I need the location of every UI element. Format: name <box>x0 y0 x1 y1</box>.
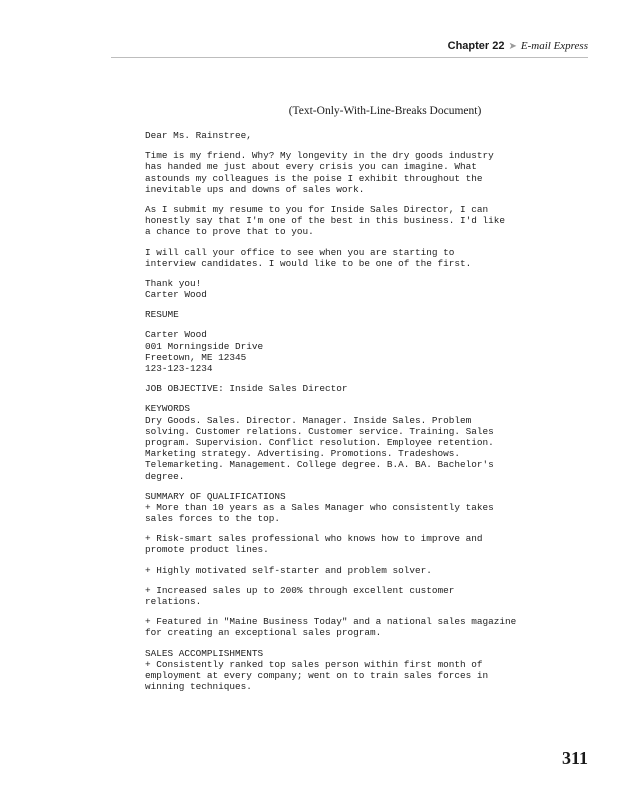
text-line: sales forces to the top. <box>145 513 281 525</box>
text-line: KEYWORDS <box>145 403 191 415</box>
text-line: 123-123-1234 <box>145 363 213 374</box>
paragraph <box>145 247 585 269</box>
page-number: 311 <box>561 748 588 768</box>
text-line: + Risk-smart sales professional who knows how to improve and <box>145 533 483 545</box>
paragraph <box>145 648 585 693</box>
text-line: Carter Wood <box>145 329 207 341</box>
paragraph <box>145 616 585 638</box>
text-line: Thank you! <box>145 277 202 289</box>
text-line: degree. <box>145 470 185 482</box>
text-line: winning techniques. <box>145 681 252 693</box>
text-line: RESUME <box>145 309 179 321</box>
paragraph <box>145 491 585 525</box>
text-line: Dear Ms. Rainstree, <box>145 130 252 141</box>
text-line: program. Supervision. Conflict resolution. Employee retention. <box>145 436 494 448</box>
text-line: + More than 10 years as a Sales Manager who consistently takes <box>145 501 494 513</box>
text-line: solving. Customer relations. Customer service. Training. Sales <box>145 425 494 437</box>
text-line: SALES ACCOMPLISHMENTS <box>145 647 264 659</box>
chapter-number: Chapter 22 <box>447 40 505 52</box>
text-line: + Increased sales up to 200% through excellent customer <box>145 584 455 596</box>
paragraph <box>145 533 585 555</box>
text-line: Carter Wood <box>145 289 207 301</box>
header-rule <box>111 57 588 58</box>
text-line: Marketing strategy. Advertising. Promotions. Tradeshows. <box>145 448 461 460</box>
text-line: + Highly motivated self-starter and problem solver. <box>145 564 432 576</box>
paragraph <box>145 585 585 607</box>
text-line: SUMMARY OF QUALIFICATIONS <box>145 490 286 502</box>
text-line: + Featured in "Maine Business Today" and a national sales magazine <box>145 616 517 628</box>
paragraph <box>145 150 585 195</box>
text-line: employment at every company; went on to train sales forces in <box>145 669 489 681</box>
email-document-text <box>145 130 585 701</box>
paragraph <box>145 403 585 481</box>
text-line: inevitable ups and downs of sales work. <box>145 183 365 195</box>
text-line: honestly say that I'm one of the best in this business. I'd like <box>145 215 506 227</box>
text-line: 001 Morningside Drive <box>145 340 264 352</box>
running-head <box>448 40 588 52</box>
text-line: interview candidates. I would like to be one of the first. <box>145 257 472 269</box>
chapter-title: E-mail Express <box>520 40 588 52</box>
text-line: a chance to prove that to you. <box>145 226 314 238</box>
arrow-right-icon: ➤ <box>508 41 517 52</box>
text-line: has handed me just about every crisis you can imagine. What <box>145 161 477 173</box>
text-line: I will call your office to see when you are starting to <box>145 246 455 258</box>
paragraph <box>145 278 585 300</box>
paragraph <box>145 329 585 374</box>
text-line: astounds my colleagues is the poise I exhibit throughout the <box>145 172 483 184</box>
text-line: for creating an exceptional sales program. <box>145 627 382 639</box>
paragraph <box>145 130 585 141</box>
text-line: Freetown, ME 12345 <box>145 351 247 363</box>
paragraph <box>145 383 585 394</box>
text-line: + Consistently ranked top sales person within first month of <box>145 658 483 670</box>
paragraph <box>145 204 585 238</box>
text-line: relations. <box>145 596 202 607</box>
text-line: Telemarketing. Management. College degree. B.A. BA. Bachelor's <box>145 459 494 471</box>
document-caption: (Text-Only-With-Line-Breaks Document) <box>288 105 482 117</box>
paragraph <box>145 309 585 320</box>
text-line: promote product lines. <box>145 544 269 556</box>
paragraph <box>145 565 585 576</box>
text-line: JOB OBJECTIVE: Inside Sales Director <box>145 383 348 395</box>
text-line: Time is my friend. Why? My longevity in the dry goods industry <box>145 150 494 162</box>
text-line: Dry Goods. Sales. Director. Manager. Inside Sales. Problem <box>145 414 472 426</box>
text-line: As I submit my resume to you for Inside Sales Director, I can <box>145 203 489 215</box>
